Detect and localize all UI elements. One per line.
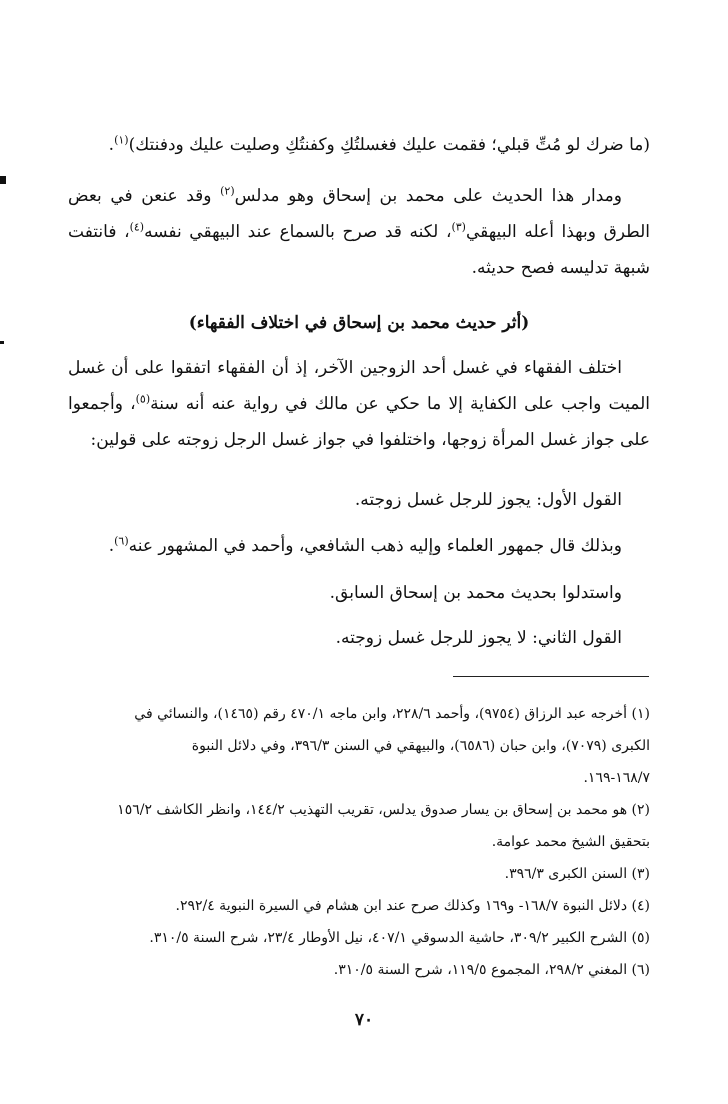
footnote-ref: (٤) — [129, 220, 145, 234]
footnote-1 — [60, 698, 650, 730]
scan-edge-mark — [0, 176, 6, 184]
text: ، وأجمعوا على جواز غسل المرأة زوجها، واختلفوا في جواز غسل الرجل زوجته على قولين: — [68, 394, 650, 450]
paragraph-6 — [68, 575, 650, 611]
text: (ما ضرك لو مُتِّ قبلي؛ فقمت عليك فغسلتُكِ وكفنتُكِ وصليت عليك ودفنتك) — [128, 135, 650, 155]
footnote-ref: (٦) — [114, 534, 129, 548]
text: (١) أخرجه عبد الرزاق (٩٧٥٤)، وأحمد ٢٢٨/٦، وابن ماجه ٤٧٠/١ رقم (١٤٦٥)، والنسائي في — [134, 706, 650, 722]
scan-edge-mark — [0, 341, 4, 344]
paragraph-4 — [68, 482, 650, 518]
paragraph-1 — [68, 127, 650, 163]
section-heading-block — [68, 305, 650, 341]
text: بتحقيق الشيخ محمد عوامة. — [491, 834, 650, 850]
text: . — [108, 536, 115, 556]
footnote-ref: (٥) — [135, 392, 151, 406]
section-heading: (أثر حديث محمد بن إسحاق في اختلاف الفقهاء) — [188, 313, 530, 333]
footnote-ref: (٢) — [220, 184, 235, 198]
text: ١٦٨/٧-١٦٩. — [583, 770, 650, 786]
second-opinion: القول الثاني: لا يجوز للرجل غسل زوجته. — [335, 628, 622, 648]
text: الكبرى (٧٠٧٩)، وابن حبان (٦٥٨٦)، والبيهقي في السنن ٣٩٦/٣، وفي دلائل النبوة — [191, 738, 650, 754]
footnotes — [60, 698, 650, 986]
footnote-separator — [453, 676, 649, 677]
text: وبذلك قال جمهور العلماء وإليه ذهب الشافعي، وأحمد في المشهور عنه — [128, 536, 622, 556]
footnote-5: (٥) الشرح الكبير ٣٠٩/٢، حاشية الدسوقي ٤٠٧/١، نيل الأوطار ٢٣/٤، شرح السنة ٣١٠/٥. — [149, 930, 650, 946]
text: واستدلوا بحديث محمد بن إسحاق السابق. — [329, 583, 622, 603]
page-number: ٧٠ — [354, 1010, 374, 1030]
footnote-6: (٦) المغني ٢٩٨/٢، المجموع ١١٩/٥، شرح السنة ٣١٠/٥. — [333, 962, 650, 978]
first-opinion: القول الأول: يجوز للرجل غسل زوجته. — [354, 490, 622, 510]
footnote-ref: (٣) — [451, 220, 466, 234]
text: ، لكنه قد صرح بالسماع عند البيهقي نفسه — [144, 222, 452, 242]
footnote-1-cont — [60, 762, 650, 794]
text: (٢) هو محمد بن إسحاق بن يسار صدوق يدلس، تقريب التهذيب ١٤٤/٢، وانظر الكاشف ١٥٦/٢ — [117, 802, 650, 818]
text: اختلف الفقهاء في غسل أحد الزوجين الآخر، إذ أن الفقهاء اتفقوا على أن غسل الميت واجب على الكفاية إلا ما حكي عن مالك في رواية عنه أنه سنة — [68, 358, 651, 414]
footnote-2 — [60, 794, 650, 826]
text: . — [108, 135, 115, 155]
footnote-4: (٤) دلائل النبوة ١٦٨/٧- و١٦٩ وكذلك صرح عند ابن هشام في السيرة النبوية ٢٩٢/٤. — [175, 898, 650, 914]
footnote-ref: (١) — [114, 133, 129, 147]
paragraph-5 — [68, 528, 650, 564]
footnote-1-cont — [60, 730, 650, 762]
text: ، فانتفت شبهة تدليسه فصح حديثه. — [68, 222, 650, 278]
footnote-2-cont — [60, 826, 650, 858]
footnote-3: (٣) السنن الكبرى ٣٩٦/٣. — [504, 866, 650, 882]
paragraph-7 — [68, 620, 650, 656]
paragraph-2 — [68, 178, 650, 286]
text: ومدار هذا الحديث على محمد بن إسحاق وهو مدلس — [234, 186, 622, 206]
paragraph-3 — [68, 350, 650, 458]
text: وقد عنعن في بعض الطرق وبهذا أعله البيهقي — [68, 186, 650, 242]
